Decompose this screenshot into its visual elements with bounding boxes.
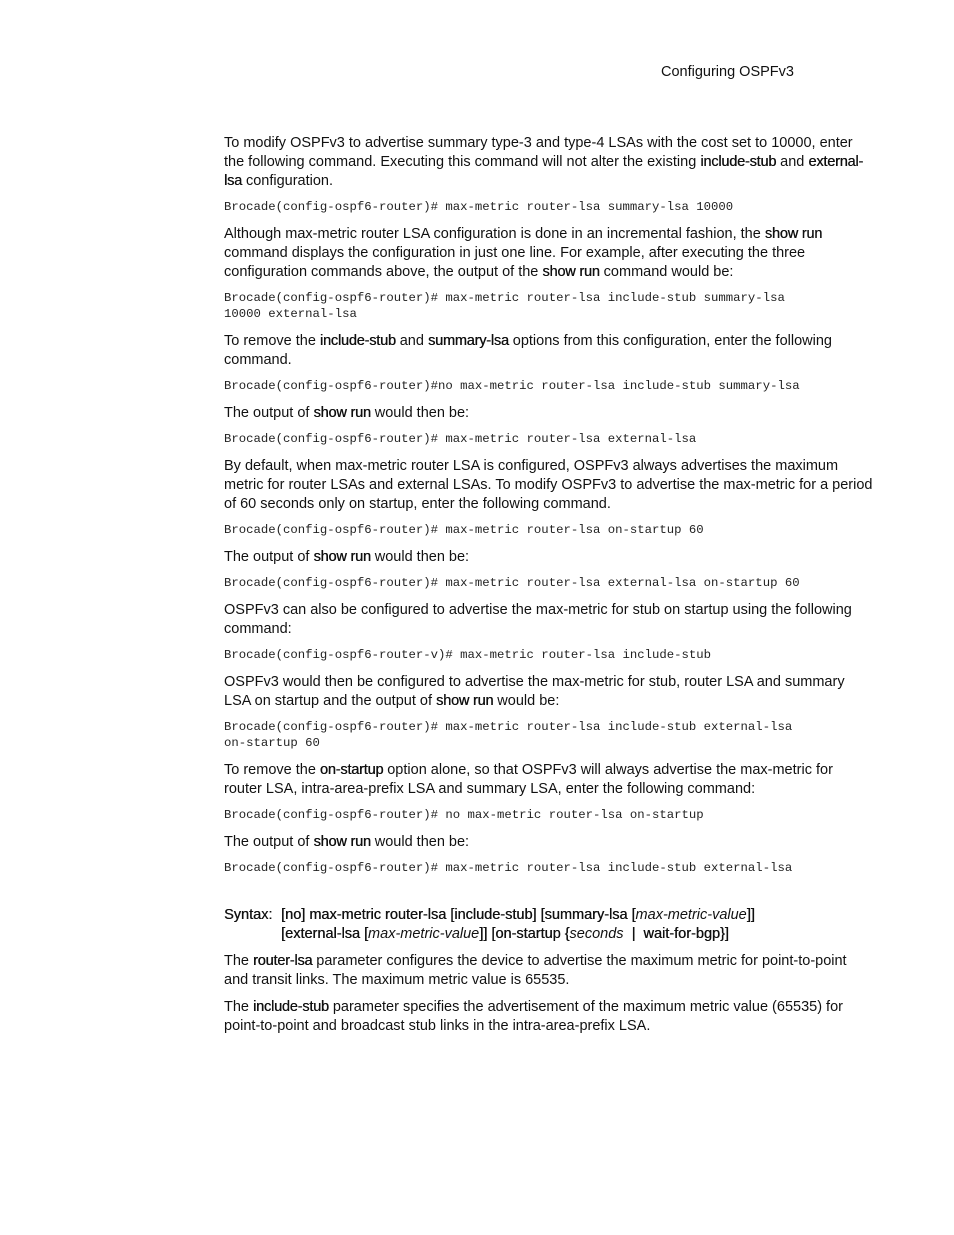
code-example: Brocade(config-ospf6-router)# max-metric router-lsa include-stub external-lsa [224, 861, 793, 875]
paragraph: The output of show run would then be: [224, 549, 470, 565]
paragraph: The router-lsa parameter configures the device to advertise the maximum metric for point-to-point and transit links. The maximum metric value is 65535. [224, 953, 847, 988]
keyword: on-startup [319, 762, 384, 778]
code-example: Brocade(config-ospf6-router-v)# max-metric router-lsa include-stub [224, 648, 712, 662]
keyword: show run [764, 226, 823, 242]
syntax-variable: seconds [569, 926, 624, 942]
paragraph: OSPFv3 would then be configured to advertise the max-metric for stub, router LSA and summary LSA on startup and the output of show run would be: [224, 674, 845, 709]
keyword: external-lsa [224, 154, 863, 189]
keyword: show run [542, 264, 600, 280]
paragraph: By default, when max-metric router LSA is configured, OSPFv3 always advertises the maximum metric for router LSAs and external LSAs. To modify OSPFv3 to advertise the max-metric for a period of 60 seconds only on startup, enter the following command. [224, 458, 873, 512]
keyword: include-stub [700, 154, 777, 170]
code-example: Brocade(config-ospf6-router)# max-metric router-lsa include-stub external-lsa on-startup 60 [224, 720, 793, 750]
keyword: include-stub [319, 333, 396, 349]
keyword: summary-lsa [427, 333, 509, 349]
code-example: Brocade(config-ospf6-router)# max-metric router-lsa on-startup 60 [224, 523, 704, 537]
paragraph: The include-stub parameter specifies the advertisement of the maximum metric value (65535) for point-to-point and broadcast stub links in the intra-area-prefix LSA. [224, 999, 843, 1034]
keyword: router-lsa [253, 953, 313, 969]
paragraph: To remove the on-startup option alone, so that OSPFv3 will always advertise the max-metric for router LSA, intra-area-prefix LSA and summary LSA, enter the following command: [224, 762, 833, 797]
keyword: include-stub [253, 999, 329, 1015]
keyword: show run [436, 693, 494, 709]
code-example: Brocade(config-ospf6-router)#no max-metric router-lsa include-stub summary-lsa [224, 379, 800, 393]
keyword: show run [313, 405, 371, 421]
code-example: Brocade(config-ospf6-router)# max-metric router-lsa external-lsa on-startup 60 [224, 576, 800, 590]
syntax-label: Syntax: [224, 907, 273, 923]
syntax-variable: max-metric-value [368, 926, 480, 942]
syntax-line: [no] max-metric router-lsa [include-stub] [summary-lsa [max-metric-value]] [281, 907, 755, 923]
code-example: Brocade(config-ospf6-router)# max-metric router-lsa include-stub summary-lsa 10000 external-lsa [224, 291, 785, 321]
syntax-variable: max-metric-value [635, 907, 747, 923]
paragraph: To modify OSPFv3 to advertise summary type-3 and type-4 LSAs with the cost set to 10000, enter the following command. Executing this command will not alter the existing include-stub and external-lsa configuration. [224, 135, 863, 189]
keyword: show run [313, 549, 371, 565]
code-example: Brocade(config-ospf6-router)# max-metric router-lsa external-lsa [224, 432, 697, 446]
paragraph: The output of show run would then be: [224, 405, 470, 421]
code-example: Brocade(config-ospf6-router)# max-metric router-lsa summary-lsa 10000 [224, 200, 734, 214]
keyword: show run [313, 834, 371, 850]
paragraph: OSPFv3 can also be configured to advertise the max-metric for stub on startup using the following command: [224, 602, 852, 637]
syntax-block [224, 906, 874, 944]
paragraph: To remove the include-stub and summary-lsa options from this configuration, enter the following command. [224, 333, 832, 368]
page-content [224, 134, 874, 1044]
paragraph: Although max-metric router LSA configuration is done in an incremental fashion, the show run command displays the configuration in just one line. For example, after executing the three configuration commands above, the output of the show run command would be: [224, 226, 823, 280]
syntax-line: [external-lsa [max-metric-value]] [on-startup {seconds | wait-for-bgp}] [281, 926, 729, 942]
paragraph: The output of show run would then be: [224, 834, 470, 850]
code-example: Brocade(config-ospf6-router)# no max-metric router-lsa on-startup [224, 808, 704, 822]
running-header: Configuring OSPFv3 [661, 64, 794, 80]
